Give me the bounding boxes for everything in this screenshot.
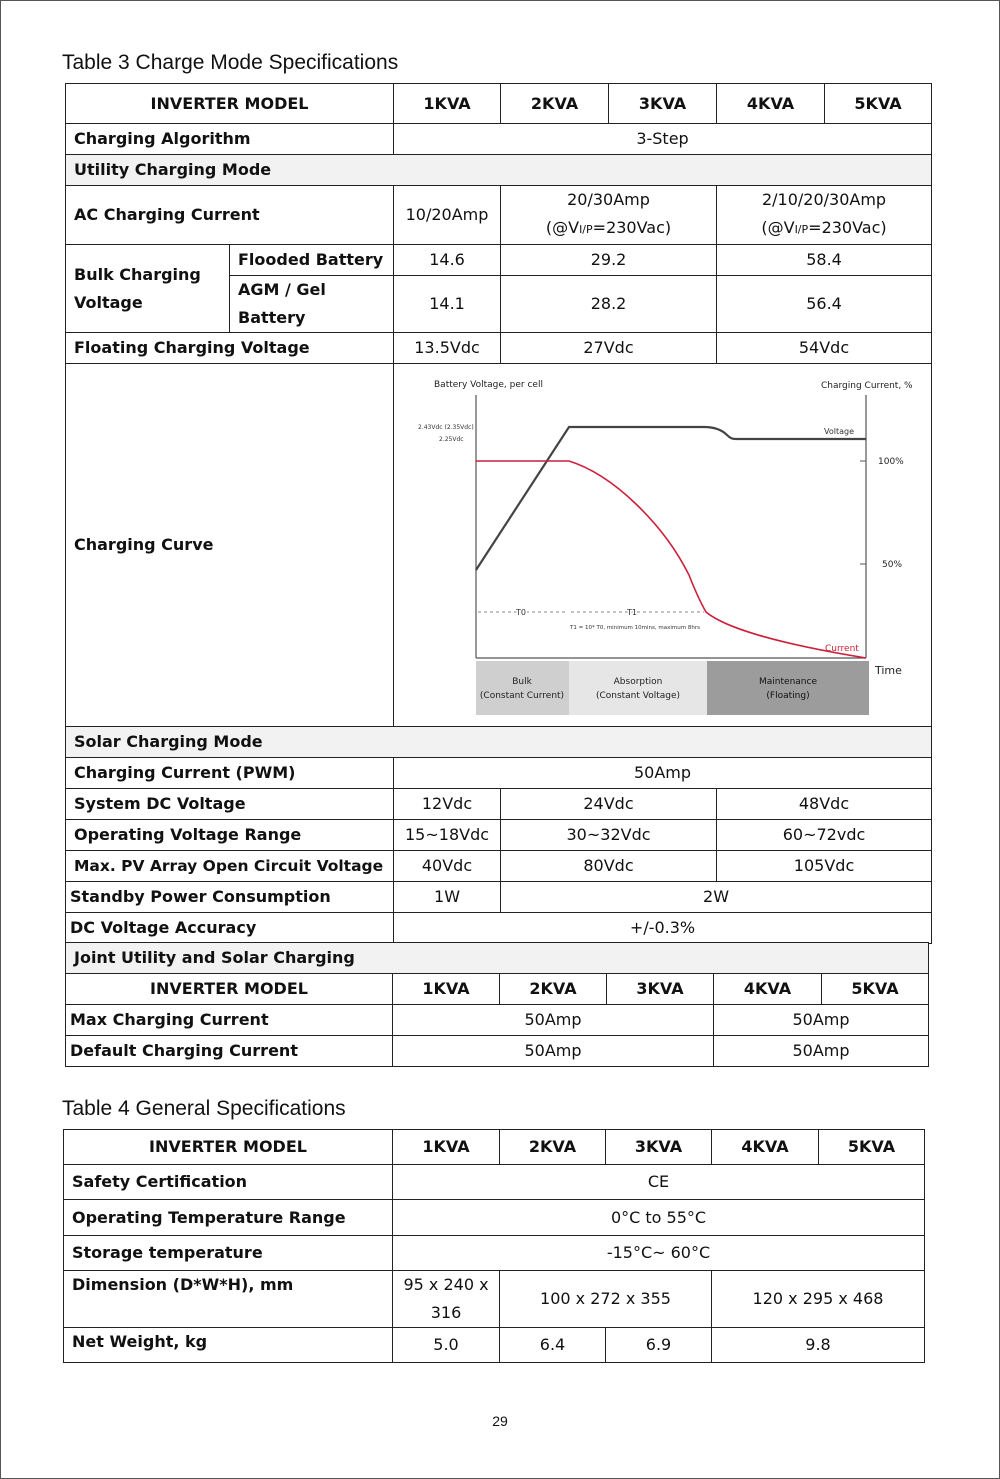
section-row xyxy=(66,727,932,758)
agm-battery-label: AGM / Gel Battery xyxy=(230,276,394,333)
t4-header-1kva: 1KVA xyxy=(393,1130,500,1165)
stage-maintenance-subtitle: (Floating) xyxy=(766,690,810,701)
charging-algorithm-value: 3-Step xyxy=(394,124,932,155)
floating-4-5kva: 54Vdc xyxy=(717,333,932,364)
weight-1kva: 5.0 xyxy=(393,1328,500,1363)
header-5kva: 5KVA xyxy=(825,84,932,124)
table-row xyxy=(66,820,932,851)
default-charging-current-4-5kva: 50Amp xyxy=(714,1036,929,1067)
header-row xyxy=(66,974,929,1005)
pwm-current-label: Charging Current (PWM) xyxy=(66,758,394,789)
t4-header-4kva: 4KVA xyxy=(712,1130,819,1165)
op-range-2-3kva: 30~32Vdc xyxy=(501,820,717,851)
voltage-curve-label: Voltage xyxy=(824,426,855,436)
table-row xyxy=(66,882,932,913)
weight-3kva: 6.9 xyxy=(606,1328,712,1363)
bulk-voltage-label: Bulk Charging Voltage xyxy=(66,245,230,333)
table-row xyxy=(66,186,932,245)
charging-curve-label: Charging Curve xyxy=(66,364,394,727)
utility-section-title: Utility Charging Mode xyxy=(66,155,932,186)
floating-1kva: 13.5Vdc xyxy=(394,333,501,364)
safety-label: Safety Certification xyxy=(64,1165,393,1200)
op-range-4-5kva: 60~72vdc xyxy=(717,820,932,851)
flooded-battery-label: Flooded Battery xyxy=(230,245,394,276)
stage-bulk-subtitle: (Constant Current) xyxy=(479,690,565,701)
charging-curve-cell xyxy=(394,364,932,727)
op-temp-value: 0°C to 55°C xyxy=(393,1200,925,1236)
voltage-curve xyxy=(476,427,866,570)
ac-current-1kva: 10/20Amp xyxy=(394,186,501,245)
dc-voltage-4-5kva: 48Vdc xyxy=(717,789,932,820)
pv-open-2-3kva: 80Vdc xyxy=(501,851,717,882)
table-row xyxy=(64,1328,925,1363)
stage-maintenance-box xyxy=(707,661,869,715)
joint-header-4kva: 4KVA xyxy=(714,974,822,1005)
flooded-2-3kva: 29.2 xyxy=(501,245,717,276)
header-row xyxy=(66,84,932,124)
table-row xyxy=(64,1200,925,1236)
dc-accuracy-value: +/-0.3% xyxy=(394,913,932,944)
floating-voltage-label: Floating Charging Voltage xyxy=(66,333,394,364)
y-left-title: Battery Voltage, per cell xyxy=(434,379,543,390)
section-row xyxy=(66,943,929,974)
solar-section-title: Solar Charging Mode xyxy=(66,727,932,758)
standby-1kva: 1W xyxy=(394,882,501,913)
header-row xyxy=(64,1130,925,1165)
dc-voltage-label: System DC Voltage xyxy=(66,789,394,820)
charging-curve-diagram xyxy=(394,365,930,726)
max-charging-current-4-5kva: 50Amp xyxy=(714,1005,929,1036)
stage-bulk-box xyxy=(476,661,569,715)
dimension-4-5kva: 120 x 295 x 468 xyxy=(712,1271,925,1328)
stage-absorption-subtitle: (Constant Voltage) xyxy=(595,690,681,701)
safety-value: CE xyxy=(393,1165,925,1200)
t0-label: T0 xyxy=(516,607,526,617)
table-row xyxy=(66,245,932,276)
net-weight-label: Net Weight, kg xyxy=(64,1328,393,1363)
t4-header-5kva: 5KVA xyxy=(819,1130,925,1165)
pwm-current-value: 50Amp xyxy=(394,758,932,789)
table-row xyxy=(66,851,932,882)
agm-2-3kva: 28.2 xyxy=(501,276,717,333)
header-3kva: 3KVA xyxy=(609,84,717,124)
current-curve-label: Current xyxy=(825,643,859,654)
op-range-1kva: 15~18Vdc xyxy=(394,820,501,851)
table-row xyxy=(66,1036,929,1067)
floating-2-3kva: 27Vdc xyxy=(501,333,717,364)
dimension-label: Dimension (D*W*H), mm xyxy=(64,1271,393,1328)
default-charging-current-1-3kva: 50Amp xyxy=(393,1036,714,1067)
op-voltage-range-label: Operating Voltage Range xyxy=(66,820,394,851)
ac-current-label: AC Charging Current xyxy=(66,186,394,245)
voltage-level-label: 2.43Vdc (2.35Vdc) xyxy=(418,423,474,431)
table-row xyxy=(66,364,932,727)
header-4kva: 4KVA xyxy=(717,84,825,124)
ac-current-4-5kva-line1: 2/10/20/30Amp xyxy=(761,190,887,209)
table-row xyxy=(66,789,932,820)
stage-absorption-title: Absorption xyxy=(613,676,663,687)
t1-note: T1 = 10* T0, minimum 10mins, maximum 8hrs xyxy=(570,624,700,631)
stage-absorption-box xyxy=(569,661,707,715)
flooded-4-5kva: 58.4 xyxy=(717,245,932,276)
ac-current-2-3kva-line1: 20/30Amp xyxy=(567,190,650,209)
pv-open-voltage-label: Max. PV Array Open Circuit Voltage xyxy=(66,851,394,882)
dc-voltage-1kva: 12Vdc xyxy=(394,789,501,820)
joint-header-3kva: 3KVA xyxy=(607,974,714,1005)
pv-open-4-5kva: 105Vdc xyxy=(717,851,932,882)
header-1kva: 1KVA xyxy=(394,84,501,124)
charge-mode-table xyxy=(65,83,932,944)
table-row xyxy=(64,1271,925,1328)
float-level-label: 2.25Vdc xyxy=(439,435,464,443)
pv-open-1kva: 40Vdc xyxy=(394,851,501,882)
table-row xyxy=(64,1165,925,1200)
y-right-title: Charging Current, % xyxy=(821,380,913,391)
agm-4-5kva: 56.4 xyxy=(717,276,932,333)
max-charging-current-1-3kva: 50Amp xyxy=(393,1005,714,1036)
table-row xyxy=(66,1005,929,1036)
op-temp-label: Operating Temperature Range xyxy=(64,1200,393,1236)
t4-header-3kva: 3KVA xyxy=(606,1130,712,1165)
joint-header-2kva: 2KVA xyxy=(500,974,607,1005)
ac-current-2-3kva-line2: (@VI/P=230Vac) xyxy=(545,218,672,237)
table-row xyxy=(66,758,932,789)
joint-header-model: INVERTER MODEL xyxy=(66,974,393,1005)
stage-maintenance-title: Maintenance xyxy=(759,676,817,687)
storage-temp-label: Storage temperature xyxy=(64,1236,393,1271)
joint-header-5kva: 5KVA xyxy=(822,974,929,1005)
header-model: INVERTER MODEL xyxy=(66,84,394,124)
joint-charging-table xyxy=(65,942,929,1067)
dimension-1kva: 95 x 240 x 316 xyxy=(393,1271,500,1328)
flooded-1kva: 14.6 xyxy=(394,245,501,276)
joint-section-title: Joint Utility and Solar Charging xyxy=(66,943,929,974)
table4-caption: Table 4 General Specifications xyxy=(62,1097,346,1120)
section-row xyxy=(66,155,932,186)
general-specs-table xyxy=(63,1129,925,1363)
table3-caption: Table 3 Charge Mode Specifications xyxy=(62,51,399,74)
table-row xyxy=(64,1236,925,1271)
storage-temp-value: -15°C~ 60°C xyxy=(393,1236,925,1271)
table-row xyxy=(66,913,932,944)
t4-header-model: INVERTER MODEL xyxy=(64,1130,393,1165)
table-row xyxy=(66,124,932,155)
weight-2kva: 6.4 xyxy=(500,1328,606,1363)
ac-current-4-5kva xyxy=(717,186,932,245)
time-axis-label: Time xyxy=(875,663,902,677)
pct-50-label: 50% xyxy=(882,559,903,570)
default-charging-current-label: Default Charging Current xyxy=(66,1036,393,1067)
pct-100-label: 100% xyxy=(878,456,904,467)
joint-header-1kva: 1KVA xyxy=(393,974,500,1005)
page-number: 29 xyxy=(492,1413,508,1429)
ac-current-2-3kva xyxy=(501,186,717,245)
dc-voltage-2-3kva: 24Vdc xyxy=(501,789,717,820)
dc-accuracy-label: DC Voltage Accuracy xyxy=(66,913,394,944)
t1-label: T1 xyxy=(627,607,637,617)
standby-2-5kva: 2W xyxy=(501,882,932,913)
weight-4-5kva: 9.8 xyxy=(712,1328,925,1363)
t4-header-2kva: 2KVA xyxy=(500,1130,606,1165)
header-2kva: 2KVA xyxy=(501,84,609,124)
charging-algorithm-label: Charging Algorithm xyxy=(66,124,394,155)
max-charging-current-label: Max Charging Current xyxy=(66,1005,393,1036)
agm-1kva: 14.1 xyxy=(394,276,501,333)
table-row xyxy=(66,333,932,364)
dimension-2-3kva: 100 x 272 x 355 xyxy=(500,1271,712,1328)
ac-current-4-5kva-line2: (@VI/P=230Vac) xyxy=(761,218,887,237)
stage-bulk-title: Bulk xyxy=(512,676,532,687)
standby-power-label: Standby Power Consumption xyxy=(66,882,394,913)
